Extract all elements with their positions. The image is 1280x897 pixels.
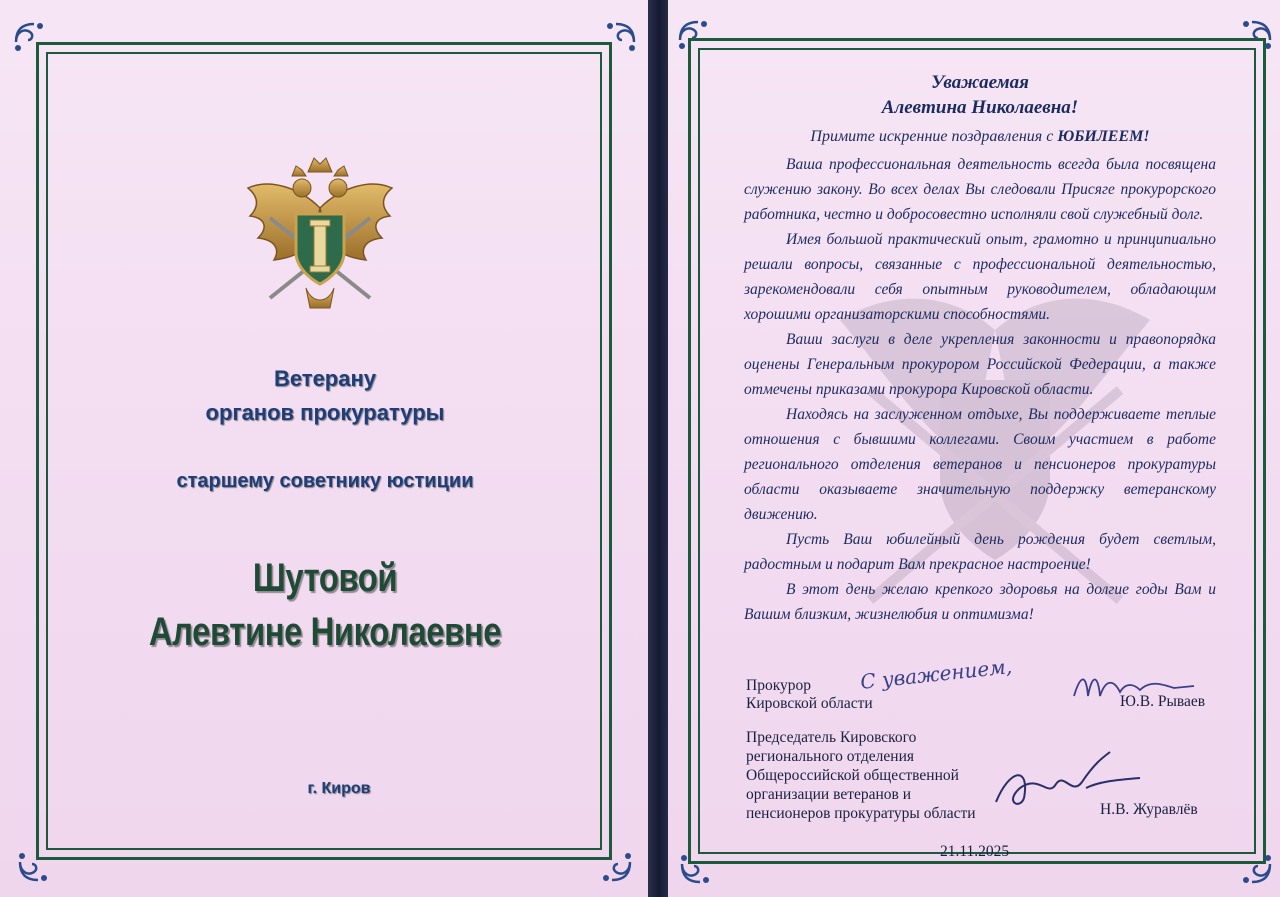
paragraph-3: Ваши заслуги в деле укрепления законности и правопорядка оценены Генеральным прокурором Российской Федерации, а также отмечены приказами прокурора Кировской области. xyxy=(744,331,1216,398)
ornament-bottom-left-icon xyxy=(676,840,724,888)
letter-body xyxy=(744,152,1216,627)
greeting-word: ЮБИЛЕЕМ! xyxy=(1057,128,1150,145)
signer2-title xyxy=(746,728,976,823)
city-text: г. Киров xyxy=(307,780,371,797)
salutation-line-2: Алевтина Николаевна! xyxy=(881,97,1079,118)
signer2-name: Н.В. Журавлёв xyxy=(1100,801,1198,818)
paragraph-6: В этот день желаю крепкого здоровья на долгие годы Вам и Вашим близким, жизнелюбия и оптимизма! xyxy=(744,581,1216,623)
title-line-2: органов прокуратуры xyxy=(205,400,445,425)
prosecutor-emblem-icon xyxy=(240,148,400,320)
salutation-line-1: Уважаемая xyxy=(931,72,1029,93)
handwritten-regards: С уважением, xyxy=(859,654,1014,694)
paragraph-5: Пусть Ваш юбилейный день рождения будет светлым, радостным и подарит Вам прекрасное настроение! xyxy=(744,531,1216,573)
greeting-prefix: Примите искренние поздравления с xyxy=(810,128,1054,145)
paragraph-2: Имея большой практический опыт, грамотно и принципиально решали вопросы, связанные с профессиональной деятельностью, зарекомендовали себя опытным руководителем, обладающим хорошими организаторскими способностями. xyxy=(744,231,1216,323)
ornament-top-right-icon xyxy=(1228,16,1276,64)
signer2-title-line-3: Общероссийской общественной xyxy=(746,767,959,784)
paragraph-1: Ваша профессиональная деятельность всегда была посвящена служению закону. Во всех делах Вы следовали Присяге прокурорского работника, честно и добросовестно исполняли свой служебный долг. xyxy=(744,156,1216,223)
signer1-title-line-1: Прокурор xyxy=(746,677,812,694)
ornament-top-left-icon xyxy=(674,16,722,64)
ornament-bottom-right-icon xyxy=(1228,840,1276,888)
recipient-name-line-2: Алевтине Николаевне xyxy=(148,610,502,654)
title-line-1: Ветерану xyxy=(273,366,377,391)
paragraph-4: Находясь на заслуженном отдыхе, Вы поддерживаете теплые отношения с бывшими коллегами. Своим участием в работе регионального отделения ветеранов и пенсионеров прокуратуры области оказываете значительную поддержку ветеранскому движению. xyxy=(744,406,1216,523)
signer2-title-line-2: регионального отделения xyxy=(746,748,915,765)
signer1-title-line-2: Кировской области xyxy=(746,695,873,712)
signer2-title-line-4: организации ветеранов и xyxy=(746,786,912,803)
ornament-bottom-left-icon xyxy=(14,838,62,886)
ornament-top-left-icon xyxy=(10,18,58,66)
ornament-top-right-icon xyxy=(592,18,640,66)
signer1-name: Ю.В. Рываев xyxy=(1120,693,1206,710)
greeting-line xyxy=(744,128,1216,146)
signer2-title-line-1: Председатель Кировского xyxy=(746,729,917,746)
rank-text: старшему советнику юстиции xyxy=(176,470,474,492)
recipient-name-line-1: Шутовой xyxy=(252,556,398,600)
document-date: 21.11.2025 xyxy=(940,843,1010,860)
booklet-spine xyxy=(648,0,670,897)
ornament-bottom-right-icon xyxy=(588,838,636,886)
signer2-title-line-5: пенсионеров прокуратуры области xyxy=(746,805,976,822)
